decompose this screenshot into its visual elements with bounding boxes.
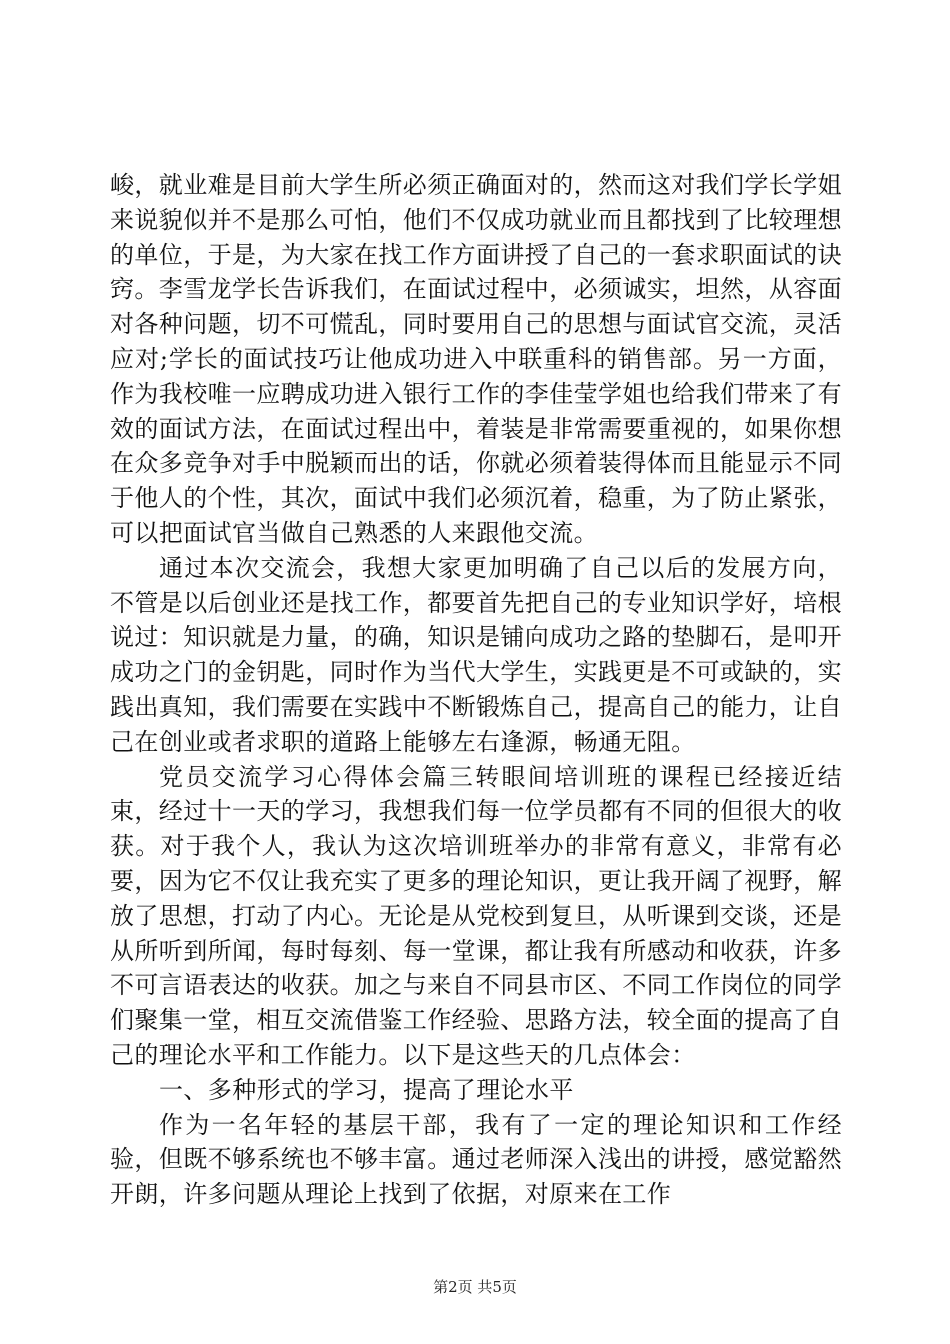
paragraph-1: 峻，就业难是目前大学生所必须正确面对的，然而这对我们学长学姐来说貌似并不是那么可怕，他们不仅成功就业而且都找到了比较理想的单位，于是，为大家在找工作方面讲授了自己的一套求职面试的诀窍。李雪龙学长告诉我们，在面试过程中，必须诚实，坦然，从容面对各种问题，切不可慌乱，同时要用自己的思想与面试官交流，灵活应对;学长的面试技巧让他成功进入中联重科的销售部。另一方面，作为我校唯一应聘成功进入银行工作的李佳莹学姐也给我们带来了有效的面试方法，在面试过程出中，着装是非常需要重视的，如果你想在众多竞争对手中脱颖而出的话，你就必须着装得体而且能显示不同于他人的个性，其次，面试中我们必须沉着，稳重，为了防止紧张，可以把面试官当做自己熟悉的人来跟他交流。 bbox=[110, 171, 842, 547]
page-number-footer: 第2页 共5页 bbox=[433, 1278, 517, 1296]
paragraph-3: 党员交流学习心得体会篇三转眼间培训班的课程已经接近结束，经过十一天的学习，我想我们每一位学员都有不同的但很大的收获。对于我个人，我认为这次培训班举办的非常有意义，非常有必要，因为它不仅让我充实了更多的理论知识，更让我开阔了视野，解放了思想，打动了内心。无论是从党校到复旦，从听课到交谈，还是从所听到所闻，每时每刻、每一堂课，都让我有所感动和收获，许多不可言语表达的收获。加之与来自不同县市区、不同工作岗位的同学们聚集一堂，相互交流借鉴工作经验、思路方法，较全面的提高了自己的理论水平和工作能力。以下是这些天的几点体会： bbox=[110, 762, 842, 1069]
paragraph-2: 通过本次交流会，我想大家更加明确了自己以后的发展方向，不管是以后创业还是找工作，都要首先把自己的专业知识学好，培根说过：知识就是力量，的确，知识是铺向成功之路的垫脚石，是叩开成功之门的金钥匙，同时作为当代大学生，实践更是不可或缺的，实践出真知，我们需要在实践中不断锻炼自己，提高自己的能力，让自己在创业或者求职的道路上能够左右逢源，畅通无阻。 bbox=[110, 553, 842, 756]
section-heading: 一、多种形式的学习，提高了理论水平 bbox=[159, 1075, 574, 1104]
document-body bbox=[110, 168, 842, 1212]
paragraph-4: 作为一名年轻的基层干部，我有了一定的理论知识和工作经验，但既不够系统也不够丰富。通过老师深入浅出的讲授，感觉豁然开朗，许多问题从理论上找到了依据，对原来在工作 bbox=[110, 1110, 842, 1209]
